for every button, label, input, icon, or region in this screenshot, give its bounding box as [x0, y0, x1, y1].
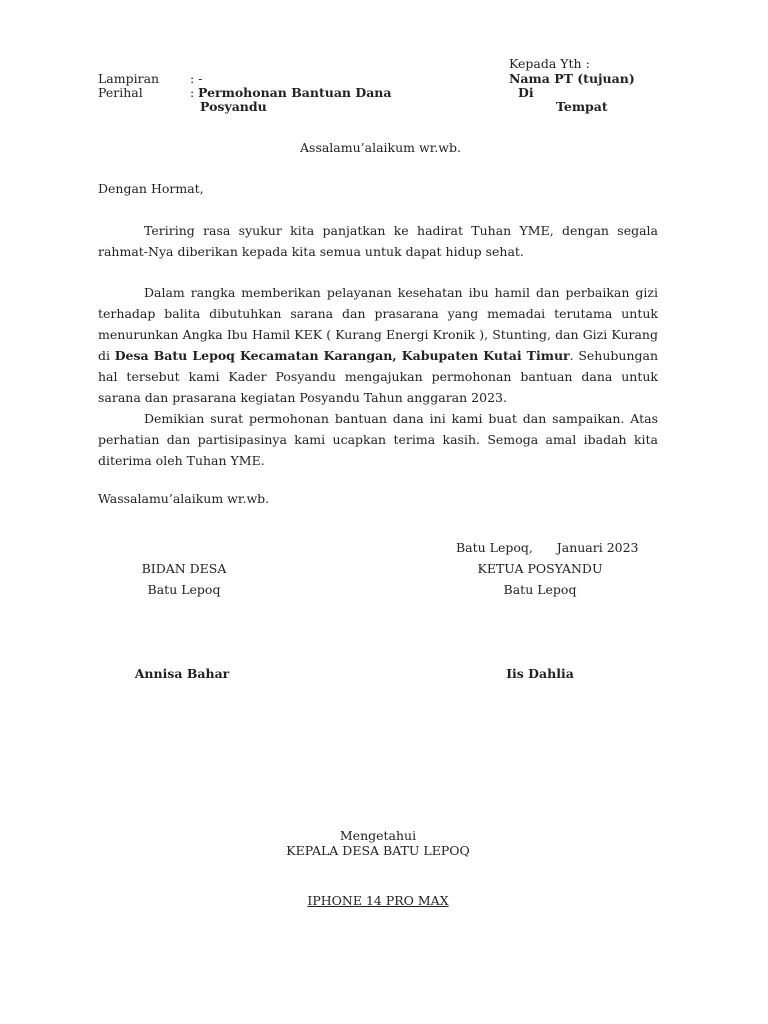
- paragraph-1-text: Teriring rasa syukur kita panjatkan ke hadirat Tuhan YME, dengan segala rahmat-Nya diberikan kepada kita semua untuk dapat hidup sehat.: [98, 223, 658, 259]
- salam-pembuka: Assalamu’alaikum wr.wb.: [300, 140, 461, 155]
- paragraph-1: [98, 220, 658, 262]
- kepala-desa-name: IPHONE 14 PRO MAX: [307, 893, 449, 908]
- paragraph-2-text: [98, 282, 658, 408]
- perihal-value-line2: Posyandu: [200, 99, 267, 114]
- right-signatory-name: Iis Dahlia: [506, 666, 574, 681]
- salam-penutup: Wassalamu’alaikum wr.wb.: [98, 491, 270, 506]
- dengan-hormat: Dengan Hormat,: [98, 181, 204, 196]
- lampiran-label: Lampiran: [98, 71, 160, 86]
- perihal-label: Perihal: [98, 85, 143, 100]
- right-signatory-place: Batu Lepoq: [503, 582, 577, 597]
- paragraph-2-location: Desa Batu Lepoq Kecamatan Karangan, Kabupaten Kutai Timur: [114, 348, 570, 363]
- paragraph-2-part-a: Dalam rangka memberikan pelayanan kesehatan ibu hamil dan perbaikan gizi terhadap balita dibutuhkan sarana dan prasarana yang memadai terutama untuk menurunkan Angka Ibu Hamil KEK ( Kurang Energi Kronik ), Stunting, dan Gizi Kurang di: [98, 285, 658, 363]
- left-signatory-place: Batu Lepoq: [147, 582, 221, 597]
- lampiran-value: : -: [190, 71, 203, 86]
- recipient-di: Di: [518, 85, 534, 100]
- paragraph-3-text: Demikian surat permohonan bantuan dana ini kami buat dan sampaikan. Atas perhatian dan partisipasinya kami ucapkan terima kasih. Semoga amal ibadah kita diterima oleh Tuhan YME.: [98, 411, 658, 468]
- perihal-value-line1: Permohonan Bantuan Dana: [198, 85, 392, 100]
- paragraph-2: [98, 282, 658, 471]
- perihal-colon: :: [190, 85, 195, 100]
- recipient-name: Nama PT (tujuan): [509, 71, 635, 86]
- recipient-tempat: Tempat: [556, 99, 608, 114]
- place-date: Batu Lepoq, Januari 2023: [456, 540, 639, 555]
- kepala-desa-title: KEPALA DESA BATU LEPOQ: [286, 843, 470, 858]
- kepada-yth: Kepada Yth :: [509, 56, 590, 71]
- right-signatory-title: KETUA POSYANDU: [477, 561, 603, 576]
- left-signatory-name: Annisa Bahar: [134, 666, 230, 681]
- mengetahui: Mengetahui: [339, 828, 417, 843]
- paragraph-2-part-b: . Sehubungan hal tersebut kami Kader Posyandu mengajukan permohonan bantuan dana untuk sarana dan prasarana kegiatan Posyandu Tahun anggaran 2023.: [98, 348, 658, 405]
- left-signatory-title: BIDAN DESA: [141, 561, 227, 576]
